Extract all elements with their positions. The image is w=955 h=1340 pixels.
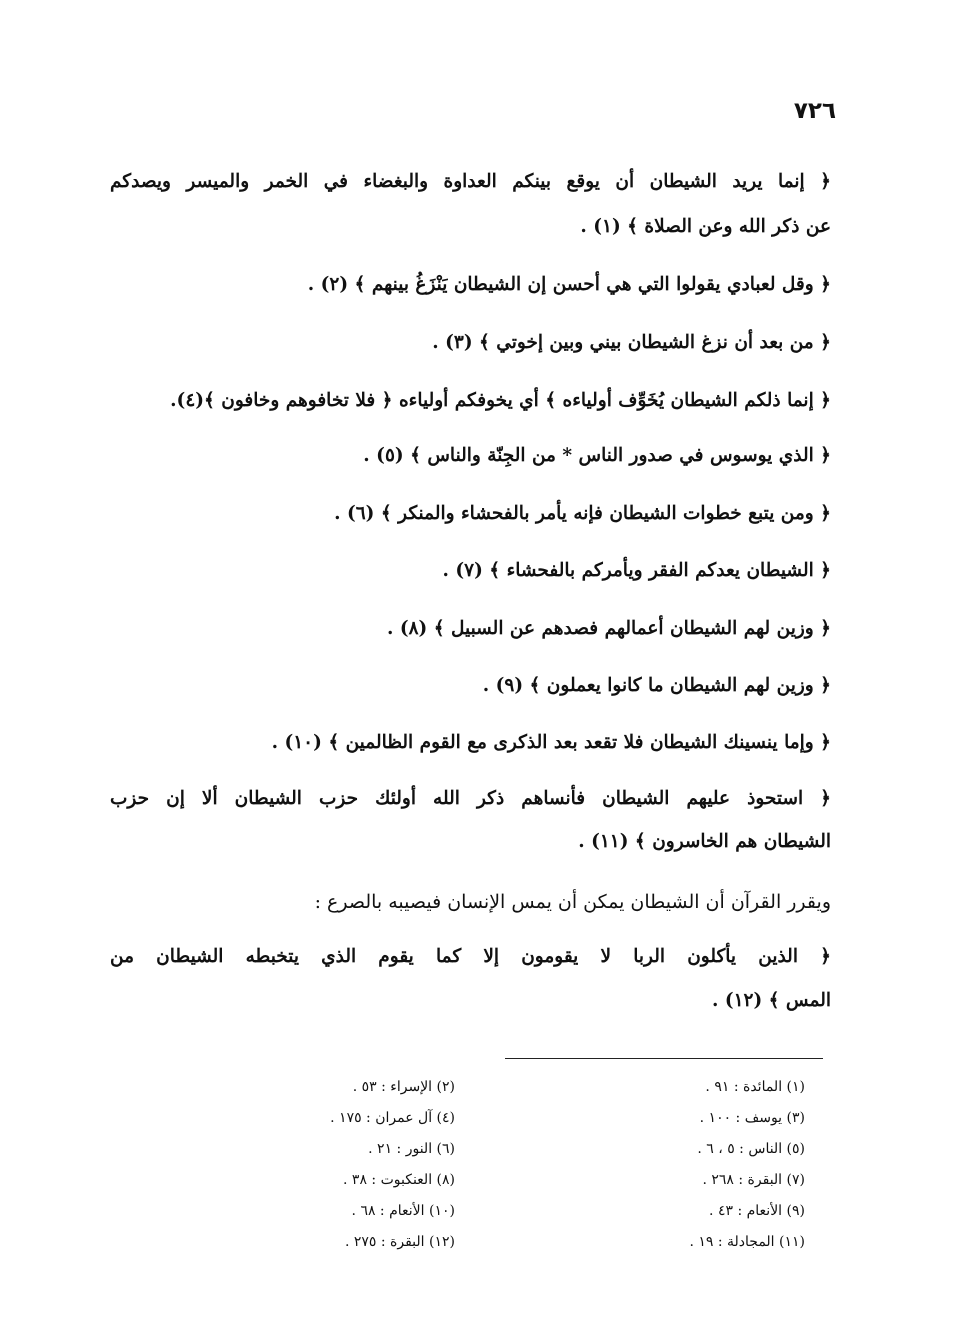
text-line: ويقرر القرآن أن الشيطان يمكن أن يمس الإنسان فيصيبه بالصرع : [314, 891, 831, 913]
text-line: عن ذكر الله وعن الصلاة ﴾ (١) . [580, 216, 831, 237]
text-line: المس ﴾ (١٢) . [711, 990, 831, 1011]
footnote: (٨) العنكبوت : ٣٨ . [343, 1172, 455, 1188]
footnote: (٥) الناس : ٥ ، ٦ . [697, 1141, 805, 1157]
footnote: (٣) يوسف : ١٠٠ . [699, 1110, 805, 1126]
text-line: ﴿ الذي يوسوس في صدور الناس * من الجِنّة والناس ﴾ (٥) . [363, 445, 831, 466]
text-line: ﴿ إنما يريد الشيطان أن يوقع بينكم العداوة والبغضاء في الخمر والميسر ويصدكم [110, 171, 831, 192]
text-line: ﴿ ومن يتبع خطوات الشيطان فإنه يأمر بالفحشاء والمنكر ﴾ (٦) . [334, 503, 831, 524]
footnote: (٢) الإسراء : ٥٣ . [352, 1079, 455, 1095]
text-line: ﴿ إنما ذلكم الشيطان يُخَوِّف أولياءه ﴾ أي يخوفكم أولياءه ﴿ فلا تخافوهم وخافون ﴾(٤). [170, 390, 831, 411]
footnote: (١١) المجادلة : ١٩ . [689, 1234, 805, 1250]
text-line: ﴿ استحوذ عليهم الشيطان فأنساهم ذكر الله أولئك حزب الشيطان ألا إن حزب [110, 788, 831, 809]
text-line: ﴿ الذين يأكلون الربا لا يقومون إلا كما يقوم الذي يتخبطه الشيطان من [110, 946, 831, 967]
page-number: ٧٢٦ [793, 98, 836, 124]
footnote: (٩) الأنعام : ٤٣ . [709, 1203, 805, 1219]
text-line: الشيطان هم الخاسرون ﴾ (١١) . [578, 831, 831, 852]
text-line: ﴿ وزين لهم الشيطان ما كانوا يعملون ﴾ (٩) . [482, 675, 831, 696]
text-line: ﴿ وقل لعبادي يقولوا التي هي أحسن إن الشيطان يَنْزَغُ بينهم ﴾ (٢) . [307, 274, 831, 295]
text-line: ﴿ من بعد أن نزغ الشيطان بيني وبين إخوتي ﴾ (٣) . [432, 332, 831, 353]
footnote-divider [505, 1058, 823, 1059]
text-line: ﴿ وإما ينسينك الشيطان فلا تقعد بعد الذكرى مع القوم الظالمين ﴾ (١٠) . [271, 732, 831, 753]
footnote: (٦) النور : ٢١ . [368, 1141, 455, 1157]
footnote: (١٠) الأنعام : ٦٨ . [351, 1203, 455, 1219]
text-line: ﴿ وزين لهم الشيطان أعمالهم فصدهم عن السبيل ﴾ (٨) . [386, 618, 831, 639]
footnote: (٤) آل عمران : ١٧٥ . [330, 1110, 455, 1126]
footnote: (٧) البقرة : ٢٦٨ . [702, 1172, 805, 1188]
footnote: (١٢) البقرة : ٢٧٥ . [344, 1234, 455, 1250]
text-line: ﴿ الشيطان يعدكم الفقر ويأمركم بالفحشاء ﴾ (٧) . [442, 560, 831, 581]
footnote: (١) المائدة : ٩١ . [705, 1079, 805, 1095]
